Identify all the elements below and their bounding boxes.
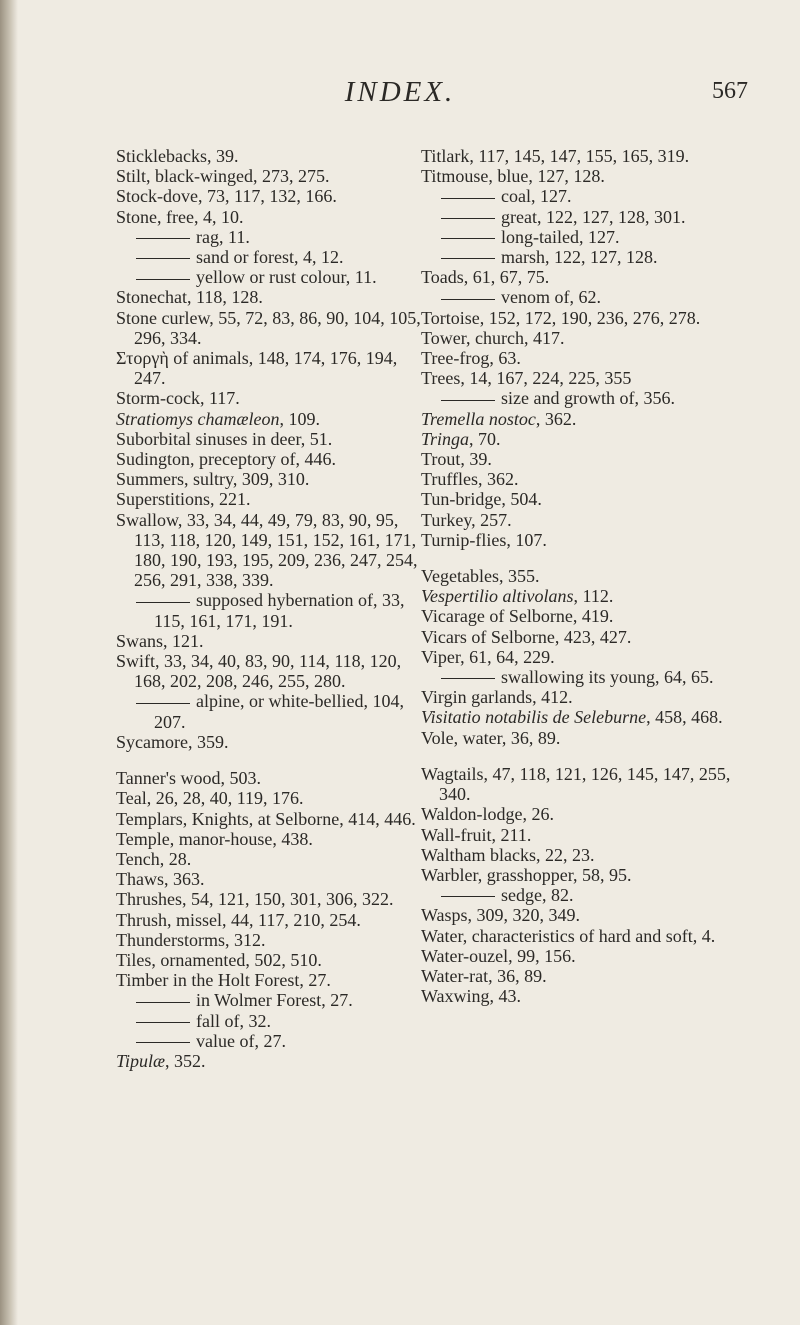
entry-text: fall of, 32.: [196, 1010, 271, 1031]
index-entry: [421, 469, 739, 489]
entry-text: Temple, manor-house, 438.: [116, 828, 313, 849]
index-entry: [421, 764, 739, 804]
index-subentry: [116, 691, 426, 731]
index-subentry: [116, 247, 426, 267]
entry-text: Στοργὴ of animals, 148, 174, 176, 194, 247.: [116, 348, 398, 389]
index-entry: [116, 207, 426, 227]
ditto-dash: [441, 238, 495, 239]
entry-pages: , 458, 468.: [646, 707, 723, 728]
entry-pages: , 109.: [279, 408, 320, 429]
index-entry: [421, 865, 739, 885]
entry-pages: , 112.: [573, 586, 614, 607]
italic-term: Vespertilio altivolans: [421, 586, 574, 607]
entry-text: Thunderstorms, 312.: [116, 929, 266, 950]
index-entry: [421, 510, 739, 530]
entry-pages: , 70.: [469, 428, 501, 449]
index-entry: [421, 804, 739, 824]
section-gap: [421, 550, 739, 566]
ditto-dash: [441, 678, 495, 679]
entry-text: Water-rat, 36, 89.: [421, 965, 547, 986]
ditto-dash: [441, 258, 495, 259]
entry-text: Thrush, missel, 44, 117, 210, 254.: [116, 909, 361, 930]
ditto-dash: [136, 1002, 190, 1003]
entry-text: Sycamore, 359.: [116, 731, 229, 752]
index-entry: [421, 687, 739, 707]
index-entry: [116, 768, 426, 788]
index-entry: [421, 606, 739, 626]
ditto-dash: [136, 238, 190, 239]
section-gap: [116, 752, 426, 768]
index-entry: [116, 287, 426, 307]
entry-text: Tower, church, 417.: [421, 327, 565, 348]
entry-text: Wagtails, 47, 118, 121, 126, 145, 147, 255, 340.: [421, 763, 731, 805]
entry-text: Timber in the Holt Forest, 27.: [116, 970, 331, 991]
index-entry: [421, 368, 739, 388]
index-entry: [116, 869, 426, 889]
entry-text: coal, 127.: [501, 186, 572, 207]
entry-text: Water-ouzel, 99, 156.: [421, 945, 576, 966]
entry-text: Virgin garlands, 412.: [421, 687, 573, 708]
entry-text: Trees, 14, 167, 224, 225, 355: [421, 368, 632, 389]
index-entry: [421, 728, 739, 748]
entry-text: Sticklebacks, 39.: [116, 146, 239, 166]
ditto-dash: [441, 218, 495, 219]
index-entry: [116, 970, 426, 990]
index-subentry: [116, 1031, 426, 1051]
index-subentry: [116, 227, 426, 247]
entry-text: Tree-frog, 63.: [421, 348, 521, 369]
entry-text: yellow or rust colour, 11.: [196, 267, 377, 288]
entry-text: Turnip-flies, 107.: [421, 529, 547, 550]
index-entry: [116, 1051, 426, 1071]
entry-text: Tanner's wood, 503.: [116, 768, 261, 789]
index-entry: [421, 926, 739, 946]
ditto-dash: [441, 299, 495, 300]
ditto-dash: [136, 258, 190, 259]
entry-text: Summers, sultry, 309, 310.: [116, 469, 310, 490]
entry-text: Titlark, 117, 145, 147, 155, 165, 319.: [421, 146, 690, 166]
index-column-left: [116, 146, 426, 1071]
index-entry: [421, 986, 739, 1006]
section-gap: [421, 748, 739, 764]
entry-text: great, 122, 127, 128, 301.: [501, 206, 686, 227]
entry-text: Viper, 61, 64, 229.: [421, 646, 555, 667]
entry-text: swallowing its young, 64, 65.: [501, 667, 714, 688]
index-subentry: [116, 590, 426, 630]
index-entry: [116, 651, 426, 691]
italic-term: Tremella nostoc: [421, 408, 536, 429]
index-entry: [116, 429, 426, 449]
index-entry: [421, 966, 739, 986]
index-entry: [116, 166, 426, 186]
index-entry: [116, 788, 426, 808]
entry-text: Superstitions, 221.: [116, 489, 251, 510]
index-entry: [116, 809, 426, 829]
italic-term: Stratiomys chamæleon: [116, 408, 280, 429]
entry-text: Tench, 28.: [116, 848, 192, 869]
index-entry: [116, 510, 426, 591]
ditto-dash: [136, 703, 190, 704]
index-subentry: [116, 1011, 426, 1031]
index-subentry: [421, 388, 739, 408]
entry-text: Stone curlew, 55, 72, 83, 86, 90, 104, 105, 296, 334.: [116, 307, 421, 348]
ditto-dash: [441, 400, 495, 401]
index-entry: [116, 930, 426, 950]
index-entry: [421, 586, 739, 606]
entry-text: sand or forest, 4, 12.: [196, 247, 344, 268]
ditto-dash: [136, 1022, 190, 1023]
index-entry: [116, 308, 426, 348]
index-subentry: [421, 227, 739, 247]
entry-text: Tiles, ornamented, 502, 510.: [116, 949, 322, 970]
index-entry: [421, 166, 739, 186]
index-entry: [116, 849, 426, 869]
entry-text: Waxwing, 43.: [421, 986, 522, 1007]
entry-text: Stilt, black-winged, 273, 275.: [116, 166, 330, 187]
ditto-dash: [441, 896, 495, 897]
entry-text: Toads, 61, 67, 75.: [421, 267, 550, 288]
index-entry: [421, 566, 739, 586]
italic-term: Visitatio notabilis de Seleburne: [421, 707, 647, 728]
entry-text: alpine, or white-bellied, 104, 207.: [154, 691, 404, 732]
index-entry: [421, 627, 739, 647]
index-entry: [421, 348, 739, 368]
ditto-dash: [441, 198, 495, 199]
index-entry: [116, 889, 426, 909]
entry-text: Wasps, 309, 320, 349.: [421, 905, 581, 926]
entry-text: Waltham blacks, 22, 23.: [421, 844, 595, 865]
entry-text: Tortoise, 152, 172, 190, 236, 276, 278.: [421, 307, 701, 328]
entry-text: long-tailed, 127.: [501, 226, 620, 247]
index-subentry: [116, 267, 426, 287]
entry-text: Water, characteristics of hard and soft, 4.: [421, 925, 716, 946]
entry-text: Storm-cock, 117.: [116, 388, 240, 409]
index-entry: [116, 829, 426, 849]
index-entry: [421, 409, 739, 429]
index-subentry: [421, 667, 739, 687]
index-entry: [116, 388, 426, 408]
index-subentry: [421, 287, 739, 307]
index-entry: [116, 489, 426, 509]
index-entry: [421, 825, 739, 845]
entry-text: Trout, 39.: [421, 449, 492, 470]
entry-text: Warbler, grasshopper, 58, 95.: [421, 864, 632, 885]
index-entry: [116, 910, 426, 930]
index-subentry: [421, 207, 739, 227]
entry-text: Stonechat, 118, 128.: [116, 287, 263, 308]
entry-text: rag, 11.: [196, 226, 250, 247]
index-entry: [421, 146, 739, 166]
entry-text: in Wolmer Forest, 27.: [196, 990, 353, 1011]
page-number: 567: [712, 78, 748, 104]
entry-text: Swift, 33, 34, 40, 83, 90, 114, 118, 120, 168, 202, 208, 246, 255, 280.: [116, 651, 402, 692]
entry-text: Titmouse, blue, 127, 128.: [421, 166, 605, 187]
index-entry: [421, 328, 739, 348]
entry-text: Teal, 26, 28, 40, 119, 176.: [116, 788, 304, 809]
index-entry: [116, 449, 426, 469]
entry-text: Turkey, 257.: [421, 509, 512, 530]
page-binding-shadow: [0, 0, 18, 1325]
index-entry: [116, 950, 426, 970]
entry-text: Thaws, 363.: [116, 869, 205, 890]
ditto-dash: [136, 1042, 190, 1043]
index-subentry: [421, 186, 739, 206]
entry-text: Vole, water, 36, 89.: [421, 727, 561, 748]
entry-text: Suborbital sinuses in deer, 51.: [116, 428, 333, 449]
entry-text: Vicars of Selborne, 423, 427.: [421, 626, 632, 647]
ditto-dash: [136, 279, 190, 280]
entry-pages: , 352.: [165, 1050, 206, 1071]
entry-text: size and growth of, 356.: [501, 388, 675, 409]
entry-text: Vegetables, 355.: [421, 566, 540, 587]
index-entry: [421, 905, 739, 925]
running-title: INDEX.: [344, 76, 456, 108]
index-entry: [421, 845, 739, 865]
entry-text: Wall-fruit, 211.: [421, 824, 532, 845]
index-entry: [421, 530, 739, 550]
entry-text: Templars, Knights, at Selborne, 414, 446.: [116, 808, 416, 829]
index-entry: [421, 308, 739, 328]
entry-text: sedge, 82.: [501, 885, 574, 906]
entry-text: supposed hybernation of, 33, 115, 161, 171, 191.: [154, 590, 405, 631]
index-entry: [116, 631, 426, 651]
index-entry: [421, 429, 739, 449]
entry-text: marsh, 122, 127, 128.: [501, 247, 658, 268]
index-subentry: [421, 247, 739, 267]
ditto-dash: [136, 602, 190, 603]
index-entry: [421, 489, 739, 509]
entry-text: Waldon-lodge, 26.: [421, 804, 555, 825]
entry-pages: , 362.: [535, 408, 577, 429]
index-column-right: [421, 146, 739, 1006]
italic-term: Tipulæ: [116, 1050, 166, 1071]
entry-text: Vicarage of Selborne, 419.: [421, 606, 614, 627]
page-header: [0, 76, 800, 116]
index-entry: [421, 449, 739, 469]
index-entry: [116, 409, 426, 429]
entry-text: Truffles, 362.: [421, 469, 519, 490]
entry-text: Stock-dove, 73, 117, 132, 166.: [116, 186, 337, 207]
index-entry: [421, 267, 739, 287]
index-entry: [421, 647, 739, 667]
index-entry: [116, 469, 426, 489]
index-subentry: [116, 990, 426, 1010]
index-entry: [116, 348, 426, 388]
entry-text: Tun-bridge, 504.: [421, 489, 542, 510]
index-entry: [116, 186, 426, 206]
index-entry: [116, 146, 426, 166]
entry-text: value of, 27.: [196, 1030, 286, 1051]
entry-text: Thrushes, 54, 121, 150, 301, 306, 322.: [116, 889, 394, 910]
entry-text: Swans, 121.: [116, 630, 204, 651]
index-entry: [421, 946, 739, 966]
entry-text: Swallow, 33, 34, 44, 49, 79, 83, 90, 95, 113, 118, 120, 149, 151, 152, 161, 171, 180, 190, 193, 195, 209, 236, 247, 254, 256, 291, 338, 339.: [116, 509, 418, 591]
index-entry: [116, 732, 426, 752]
entry-text: venom of, 62.: [501, 287, 601, 308]
entry-text: Stone, free, 4, 10.: [116, 206, 244, 227]
entry-text: Sudington, preceptory of, 446.: [116, 449, 336, 470]
index-entry: [421, 707, 739, 727]
index-subentry: [421, 885, 739, 905]
italic-term: Tringa: [421, 428, 470, 449]
